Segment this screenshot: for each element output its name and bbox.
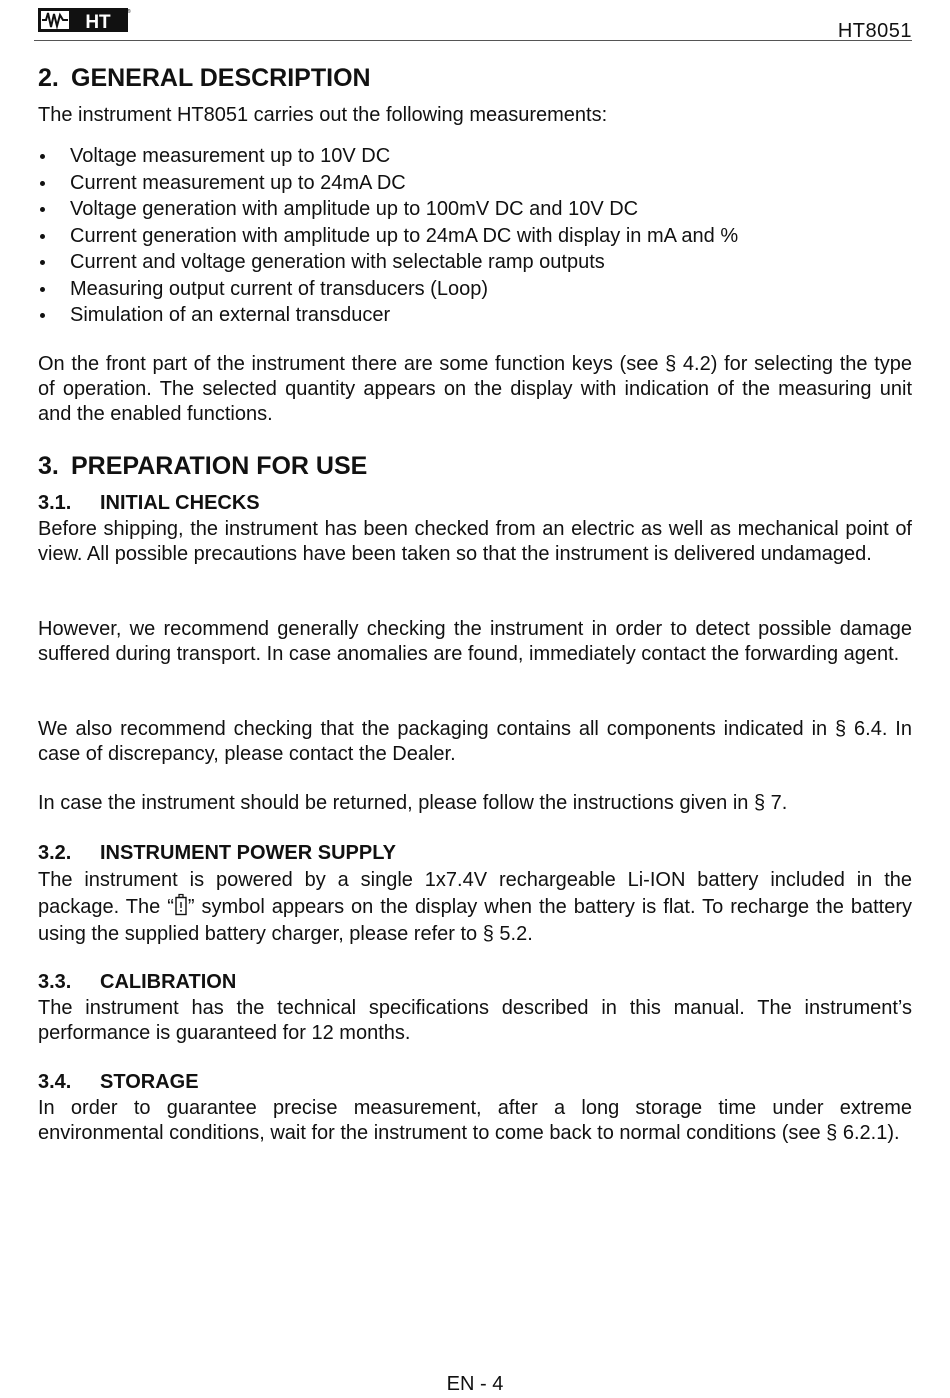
list-item: Voltage generation with amplitude up to 100mV DC and 10V DC xyxy=(38,196,738,223)
section-title: PREPARATION FOR USE xyxy=(71,452,368,480)
section-number: 3. xyxy=(38,452,59,480)
section-3-heading xyxy=(38,452,367,481)
subsection-title: CALIBRATION xyxy=(100,971,237,993)
section-number: 2. xyxy=(38,64,59,92)
svg-text:®: ® xyxy=(127,9,131,15)
section-2-paragraph: On the front part of the instrument there are some function keys (see § 4.2) for selecting the type of operation. The selected quantity appears on the display with indication of the measuring unit and the enabled functions. xyxy=(38,353,912,425)
ht-logo xyxy=(38,6,130,34)
subsection-title: INITIAL CHECKS xyxy=(100,492,260,514)
subsection-3-3-heading xyxy=(38,971,236,994)
paragraph: In case the instrument should be returned, please follow the instructions given in § 7. xyxy=(38,792,788,814)
list-item: Current and voltage generation with selectable ramp outputs xyxy=(38,249,738,276)
document-code: HT8051 xyxy=(837,20,912,42)
paragraph: In order to guarantee precise measurement, after a long storage time under extreme environmental conditions, wait for the instrument to come back to normal conditions (see § 6.2.1). xyxy=(38,1097,912,1144)
subsection-title: STORAGE xyxy=(100,1071,199,1093)
bullet-icon xyxy=(40,207,45,212)
bullet-icon xyxy=(40,260,45,265)
page-header xyxy=(34,6,912,41)
logo-text: HT xyxy=(85,12,111,33)
subsection-3-4-heading xyxy=(38,1071,199,1094)
subsection-number: 3.4. xyxy=(38,1071,72,1093)
subsection-number: 3.1. xyxy=(38,492,72,514)
page-number: EN - 4 xyxy=(446,1373,504,1395)
bullet-icon xyxy=(40,313,45,318)
list-item: Voltage measurement up to 10V DC xyxy=(38,143,738,170)
paragraph: We also recommend checking that the packaging contains all components indicated in § 6.4. In case of discrepancy, please contact the Dealer. xyxy=(38,718,912,765)
section-2-heading xyxy=(38,64,371,93)
subsection-3-2-heading xyxy=(38,842,396,865)
bullet-icon xyxy=(40,234,45,239)
subsection-number: 3.3. xyxy=(38,971,72,993)
bullet-icon xyxy=(40,181,45,186)
paragraph: Before shipping, the instrument has been checked from an electric as well as mechanical point of view. All possible precautions have been taken so that the instrument is delivered undamaged. xyxy=(38,518,912,565)
section-2-intro: The instrument HT8051 carries out the following measurements: xyxy=(38,104,608,126)
paragraph: However, we recommend generally checking the instrument in order to detect possible damage suffered during transport. In case anomalies are found, immediately contact the forwarding agent. xyxy=(38,618,912,665)
bullet-icon xyxy=(40,154,45,159)
list-item: Current generation with amplitude up to 24mA DC with display in mA and % xyxy=(38,223,738,250)
subsection-title: INSTRUMENT POWER SUPPLY xyxy=(100,842,396,864)
low-battery-icon xyxy=(175,894,187,916)
list-item: Simulation of an external transducer xyxy=(38,302,738,329)
paragraph: The instrument is powered by a single 1x7.4V rechargeable Li-ION battery included in the package. The “ ” symbol appears on the display when the battery is flat. To recharge the battery using the supplied battery charger, please refer to § 5.2. xyxy=(38,869,912,945)
subsection-number: 3.2. xyxy=(38,842,72,864)
list-item: Current measurement up to 24mA DC xyxy=(38,170,738,197)
subsection-3-1-heading xyxy=(38,492,260,515)
bullet-icon xyxy=(40,287,45,292)
list-item: Measuring output current of transducers (Loop) xyxy=(38,276,738,303)
measurement-list xyxy=(38,143,738,329)
section-title: GENERAL DESCRIPTION xyxy=(71,64,371,92)
paragraph: The instrument has the technical specifications described in this manual. The instrument’s performance is guaranteed for 12 months. xyxy=(38,997,912,1044)
